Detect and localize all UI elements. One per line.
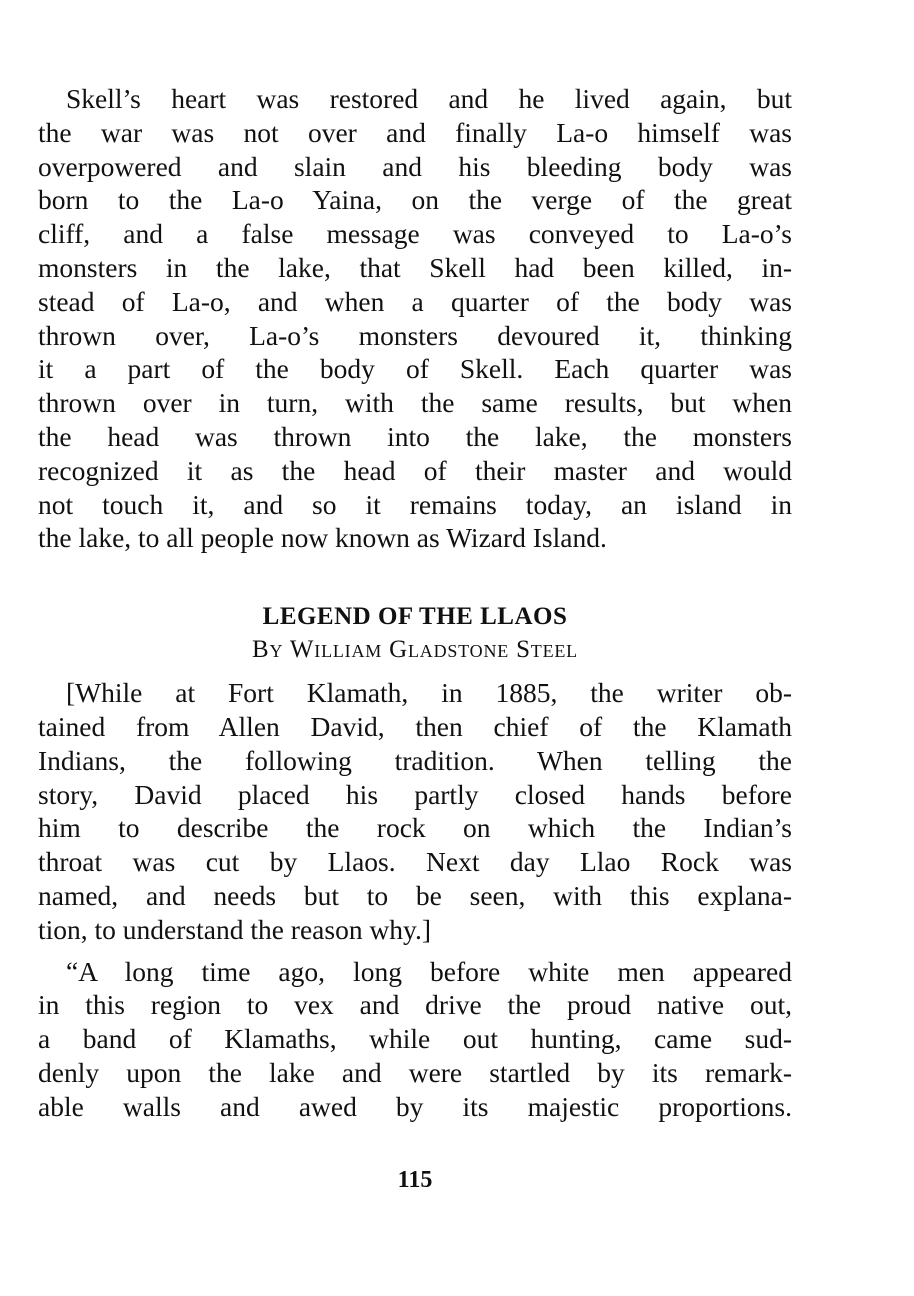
section-heading: LEGEND OF THE LLAOS: [262, 603, 568, 631]
text-line: a band of Klamaths, while out hunting, came sud-: [38, 1023, 792, 1055]
text-line: him to describe the rock on which the Indian’s: [38, 812, 792, 844]
text-line: Skell’s heart was restored and he lived again, but: [66, 83, 792, 114]
text-line: the war was not over and finally La-o himself was: [38, 116, 792, 148]
paragraph-skell-heart: [38, 82, 792, 555]
text-line: “A long time ago, long before white men appeared: [66, 955, 792, 987]
text-line: it a part of the body of Skell. Each quarter was: [38, 353, 792, 385]
text-line: overpowered and slain and his bleeding body was: [38, 150, 792, 182]
text-line: throat was cut by Llaos. Next day Llao Rock was: [38, 846, 792, 878]
author-byline: By William Gladstone Steel: [252, 636, 578, 664]
text-line: recognized it as the head of their master and would: [38, 454, 792, 486]
text-line: monsters in the lake, that Skell had been killed, in-: [38, 251, 792, 283]
text-line: born to the La-o Yaina, on the verge of the great: [38, 184, 792, 216]
text-line: thrown over, La-o’s monsters devoured it, thinking: [38, 319, 792, 351]
text-line: [While at Fort Klamath, in 1885, the writer ob-: [66, 677, 792, 709]
text-line: able walls and awed by its majestic proportions.: [38, 1090, 792, 1122]
text-line: tained from Allen David, then chief of the Klamath: [38, 710, 792, 742]
text-line: the lake, to all people now known as Wizard Island.: [38, 522, 607, 554]
text-line: story, David placed his partly closed hands before: [38, 778, 792, 810]
text-line: not touch it, and so it remains today, an island in: [38, 488, 792, 520]
text-line: Indians, the following tradition. When telling the: [38, 744, 792, 776]
text-line: in this region to vex and drive the proud native out,: [38, 989, 792, 1021]
text-line: the head was thrown into the lake, the monsters: [38, 420, 792, 452]
page-number: 115: [397, 1167, 433, 1193]
text-line: tion, to understand the reason why.]: [38, 913, 432, 945]
page-body: [38, 82, 792, 1124]
text-line: thrown over in turn, with the same results, but when: [38, 387, 792, 419]
paragraph-editor-note: [38, 676, 792, 946]
paragraph-legend-start: [38, 955, 792, 1124]
text-line: cliff, and a false message was conveyed to La-o’s: [38, 218, 792, 250]
text-line: stead of La-o, and when a quarter of the body was: [38, 285, 792, 317]
text-line: denly upon the lake and were startled by its remark-: [38, 1056, 792, 1088]
text-line: named, and needs but to be seen, with this explana-: [38, 879, 792, 911]
